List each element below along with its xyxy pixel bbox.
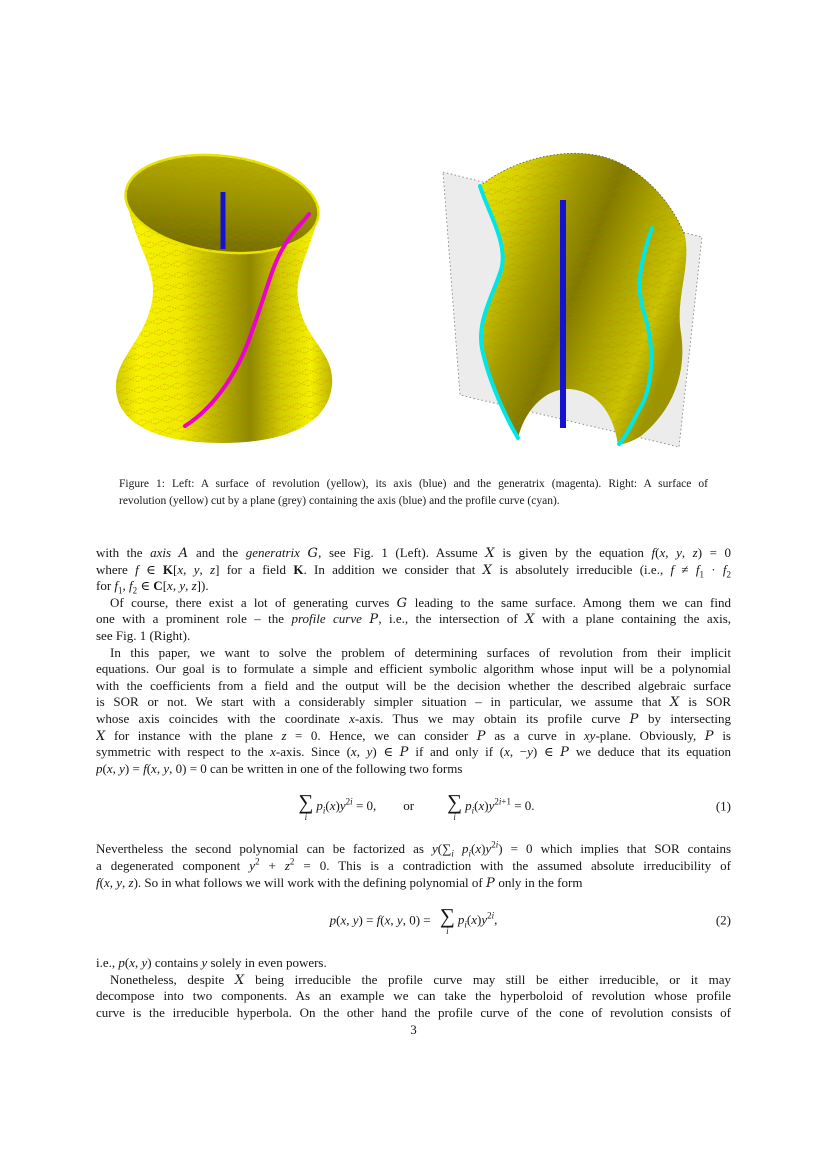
text-line: equations. Our goal is to formulate a simple and efficient symbolic algorithm whose input will be a polynomial [96,661,731,677]
text-line: p(x, y) = f(x, y, 0) = 0 can be written in one of the following two forms [96,760,463,776]
text-line: In this paper, we want to solve the problem of determining surfaces of revolution from their implicit [110,644,731,660]
text-line: Nevertheless the second polynomial can be factorized as $y(\sum_i$ $p_i(x)y^{2i}) = 0$ which implies that SOR contains [96,841,731,858]
equation-body: p(x, y) = f(x, y, 0) = ∑ i $p_i(x)y^{2i}$, [329,903,498,936]
text-line: see Fig. 1 (Right). [96,627,191,643]
caption-line: revolution (yellow) cut by a plane (grey) containing the axis (blue) and the profile curve (cyan). [119,494,560,507]
text-line: Of course, there exist a lot of generating curves G leading to the same surface. Among them we can find [110,594,731,611]
figure-caption [119,477,708,510]
equation-number: (2) [715,912,731,928]
text-line: with the coefficients from a field and the output will be the decision whether the described algebraic surface [96,677,731,693]
text-line: whose axis coincides with the coordinate x-axis. Thus we may obtain its profile curve P by intersecting [96,710,731,727]
display-equation [96,785,731,829]
text-line: where f ∈ K[x, y, z] for a field K. In addition we consider that X is absolutely irreducible (i.e., $f \ne f_1 \cdot f_2$ [96,561,731,579]
paragraph [96,595,731,645]
equation-number: (1) [715,799,731,815]
text-line: i.e., p(x, y) contains y solely in even powers. [96,955,327,971]
text-line: for $f_1$, $f_2$ ∈ C[x, y, z]). [96,578,209,595]
paragraph [96,972,731,1022]
text-line: f(x, y, z). So in what follows we will work with the defining polynomial of P only in the form [96,874,583,891]
text-line: with the axis A and the generatrix G, see Fig. 1 (Left). Assume X is given by the equation f(x, y, z) = 0 [96,545,731,561]
text-line: a degenerated component $y^2 + z^2 = 0$. This is a contradiction with the assumed absolute irreducibility of [96,857,731,873]
vase-left [116,145,332,443]
text-line: one with a prominent role – the profile curve P, i.e., the intersection of X with a plane containing the axis, [96,611,731,628]
page-number: 3 [410,1022,417,1037]
text-line: decompose into two components. As an example we can take the hyperboloid of revolution whose profile [96,988,731,1004]
vase-right [443,153,702,447]
text-line: X for instance with the plane z = 0. Hence, we can consider P as a curve in xy-plane. Obviously, P is [96,727,731,744]
equation-body: ∑ i $p_i(x)y^{2i} = 0$, or ∑ i $p_i(x)y^{2i+1} = 0$. [298,789,535,822]
caption-line: Figure 1: Left: A surface of revolution (yellow), its axis (blue) and the generatrix (magenta). Right: A surface of [119,478,708,490]
paragraph [96,841,731,891]
text-line: symmetric with respect to the x-axis. Since (x, y) ∈ P if and only if (x, −y) ∈ P we deduce that its equation [96,744,731,761]
paragraph [96,955,731,972]
display-equation [96,899,731,943]
text-line: Nonetheless, despite X being irreducible the profile curve may still be either irreducible, or it may [110,971,731,988]
paragraph [96,645,731,778]
paragraph [96,545,731,595]
figure-right-surface-cut-by-plane [435,148,720,460]
figure-left-surface-of-revolution [100,145,350,450]
text-line: curve is the irreducible hyperbola. On the other hand the profile curve of the cone of revolution consists of [96,1004,731,1020]
text-line: is SOR or not. We start with a considerably simpler situation – in particular, we assume that X is SOR [96,694,731,711]
body-text [96,545,731,1021]
